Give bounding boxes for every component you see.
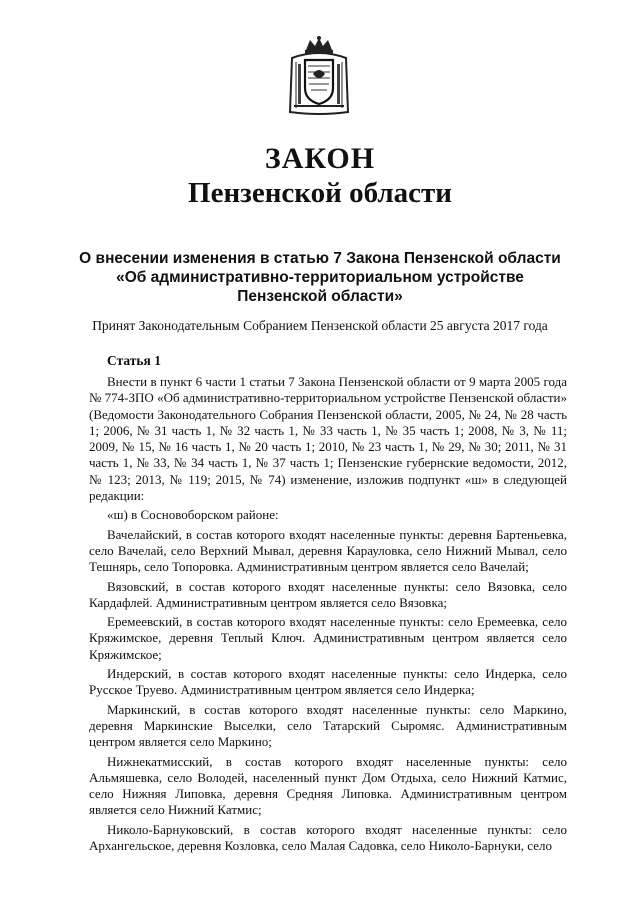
law-title	[60, 249, 580, 306]
law-title-line: «Об административно-территориальном устройстве	[116, 269, 524, 286]
article-body	[89, 374, 567, 857]
paragraph: Нижнекатмисский, в состав которого входят населенные пункты: село Альмяшевка, село Володей, населенный пункт Дом Отдыха, село Нижний Катмис, село Нижняя Липовка, деревня Средняя Липовка. Административным центром является село Нижний Катмис;	[89, 753, 567, 818]
paragraph: Вачелайский, в состав которого входят населенные пункты: деревня Бартеньевка, село Вачелай, село Верхний Мывал, деревня Карауловка, село Нижний Мывал, село Тешнярь, село Топоровка. Административным центром является село Вачелай;	[89, 526, 567, 575]
law-title-line: О внесении изменения в статью 7 Закона Пензенской области	[79, 250, 561, 267]
law-title-line: Пензенской области»	[237, 288, 403, 305]
document-subtitle: Пензенской области	[188, 177, 452, 209]
paragraph: Внести в пункт 6 части 1 статьи 7 Закона Пензенской области от 9 марта 2005 года № 774-ЗПО «Об административно-территориальном устройстве Пензенской области» (Ведомости Законодательного Собрания Пензенской области, 2005, № 24, № 28 часть 1; 2006, № 31 часть 1, № 32 часть 1, № 33 часть 1, № 35 часть 1; 2008, № 3, № 11; 2009, № 15, № 16 часть 1, № 20 часть 1; 2010, № 23 часть 1, № 29, № 30; 2011, № 31 часть 1, № 33, № 34 часть 1, № 37 часть 1; Пензенские губернские ведомости, 2012, № 123; 2013, № 119; 2015, № 74) изменение, изложив подпункт «ш» в следующей редакции:	[89, 374, 567, 504]
paragraph: Еремеевский, в состав которого входят населенные пункты: село Еремеевка, село Кряжимское, деревня Теплый Ключ. Административным центром является село Кряжимское;	[89, 614, 567, 662]
adoption-statement: Принят Законодательным Собранием Пензенской области 25 августа 2017 года	[92, 318, 548, 333]
paragraph: Вязовский, в состав которого входят населенные пункты: село Вязовка, село Кардафлей. Административным центром является село Вязовка;	[89, 578, 567, 610]
paragraph: Маркинский, в состав которого входят населенные пункты: село Маркино, деревня Маркинские Выселки, село Татарский Сыромяс. Административным центром является село Маркино;	[89, 701, 567, 750]
paragraph: «ш) в Сосновоборском районе:	[107, 507, 279, 523]
document-title: ЗАКОН	[264, 142, 376, 175]
penza-coat-of-arms-icon	[288, 36, 350, 116]
paragraph: Индерский, в состав которого входят населенные пункты: село Индерка, село Русское Труево. Административным центром является село Индерка;	[89, 666, 567, 698]
article-heading: Статья 1	[107, 353, 161, 368]
paragraph: Николо-Барнуковский, в состав которого входят населенные пункты: село Архангельское, деревня Козловка, село Малая Садовка, село Николо-Барнуки, село	[89, 821, 567, 854]
